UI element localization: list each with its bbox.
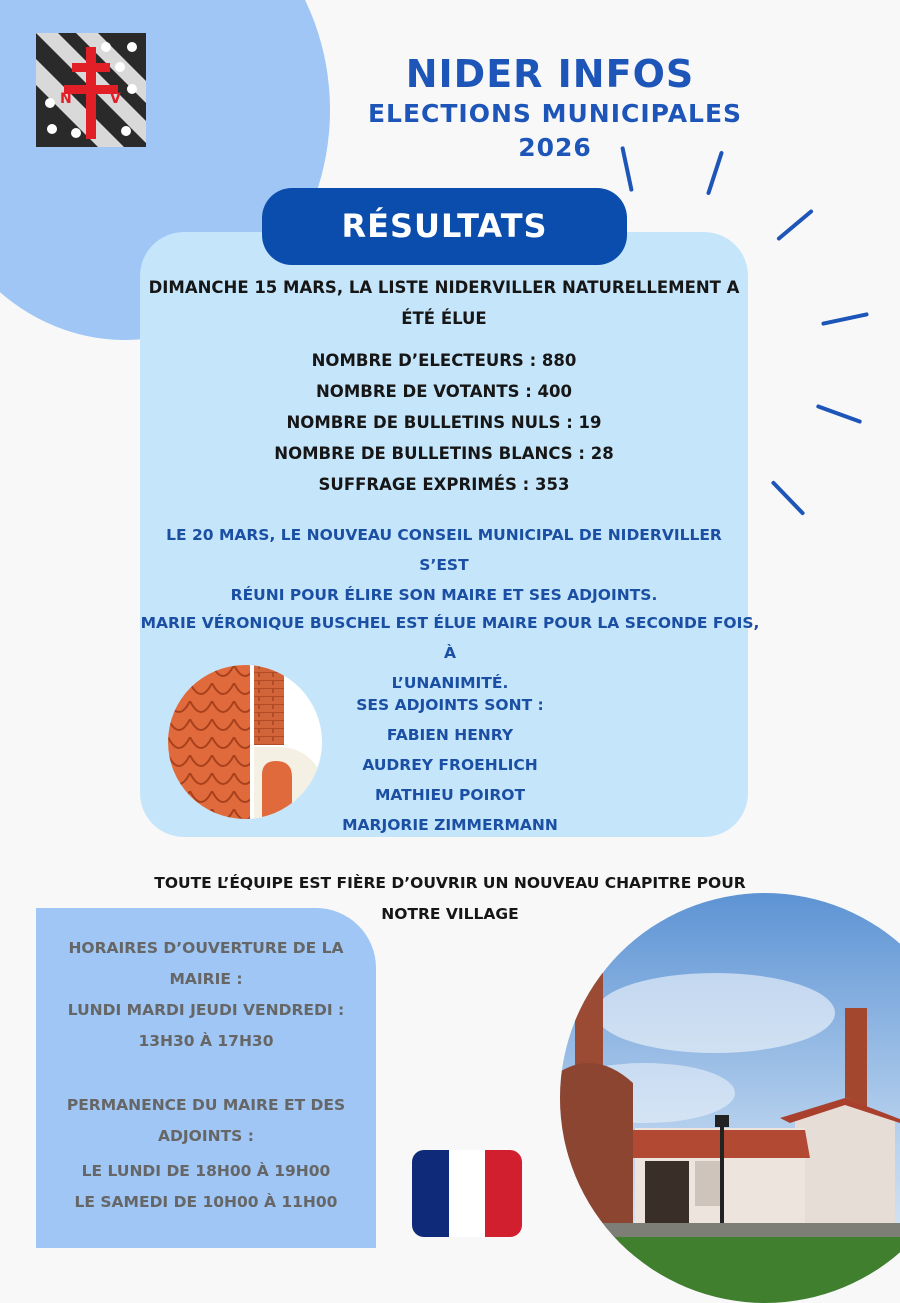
results-intro: [145, 272, 743, 334]
adjoint-name: FABIEN HENRY: [386, 726, 514, 744]
permanence-line: ADJOINTS :: [158, 1127, 254, 1145]
permanence-line: LE SAMEDI DE 10H00 À 11H00: [74, 1193, 338, 1211]
mayor-line: L’UNANIMITÉ.: [391, 674, 509, 692]
council-line: LE 20 MARS, LE NOUVEAU CONSEIL MUNICIPAL DE NIDERVILLER S’EST: [166, 526, 722, 574]
closing-line: NOTRE VILLAGE: [381, 905, 519, 923]
hours-line: 13H30 À 17H30: [138, 1032, 274, 1050]
adjoints-list: [300, 690, 600, 840]
decorative-ray: [821, 312, 869, 326]
council-announcement: [140, 520, 748, 610]
decorative-ray: [771, 480, 806, 516]
decorative-ray: [776, 209, 814, 242]
adjoint-name: MATHIEU POIROT: [374, 786, 526, 804]
page-subtitle: ELECTIONS MUNICIPALES 2026: [367, 99, 743, 162]
page-title: NIDER INFOS: [405, 52, 695, 96]
stat-suffrages-exprimes: SUFFRAGE EXPRIMÉS : 353: [318, 475, 570, 494]
hours-line: LUNDI MARDI JEUDI VENDREDI :: [67, 1001, 345, 1019]
opening-hours: [36, 933, 376, 1057]
election-stats: [145, 345, 743, 500]
permanence-line: LE LUNDI DE 18H00 À 19H00: [81, 1162, 331, 1180]
closing-line: TOUTE L’ÉQUIPE EST FIÈRE D’OUVRIR UN NOUVEAU CHAPITRE POUR: [154, 874, 746, 892]
logo-letter-n: N: [60, 91, 72, 107]
adjoint-name: AUDREY FROEHLICH: [362, 756, 538, 774]
permanence-line: PERMANENCE DU MAIRE ET DES: [66, 1096, 346, 1114]
stat-electeurs: NOMBRE D’ELECTEURS : 880: [311, 351, 577, 370]
adjoint-name: MARJORIE ZIMMERMANN: [342, 816, 558, 834]
hours-line: HORAIRES D’OUVERTURE DE LA: [68, 939, 344, 957]
niderviller-emblem: [168, 665, 322, 819]
french-flag-icon: [412, 1150, 522, 1237]
stat-bulletins-nuls: NOMBRE DE BULLETINS NULS : 19: [286, 413, 602, 432]
stat-votants: NOMBRE DE VOTANTS : 400: [316, 382, 572, 401]
adjoints-title: SES ADJOINTS SONT :: [356, 696, 544, 714]
logo-letter-v: V: [110, 91, 121, 107]
stat-bulletins-blancs: NOMBRE DE BULLETINS BLANCS : 28: [274, 444, 614, 463]
village-logo: [36, 33, 146, 147]
mayor-line: MARIE VÉRONIQUE BUSCHEL EST ÉLUE MAIRE POUR LA SECONDE FOIS, À: [140, 614, 760, 662]
results-intro-line: DIMANCHE 15 MARS, LA LISTE NIDERVILLER NATURELLEMENT A: [148, 278, 740, 297]
results-badge: RÉSULTATS: [262, 188, 627, 265]
results-intro-line: ÉTÉ ÉLUE: [401, 309, 487, 328]
hours-line: MAIRIE :: [169, 970, 243, 988]
decorative-ray: [816, 404, 862, 424]
council-line: RÉUNI POUR ÉLIRE SON MAIRE ET SES ADJOINTS.: [230, 586, 658, 604]
village-photo: [555, 893, 900, 1303]
permanence-hours: [36, 1090, 376, 1218]
